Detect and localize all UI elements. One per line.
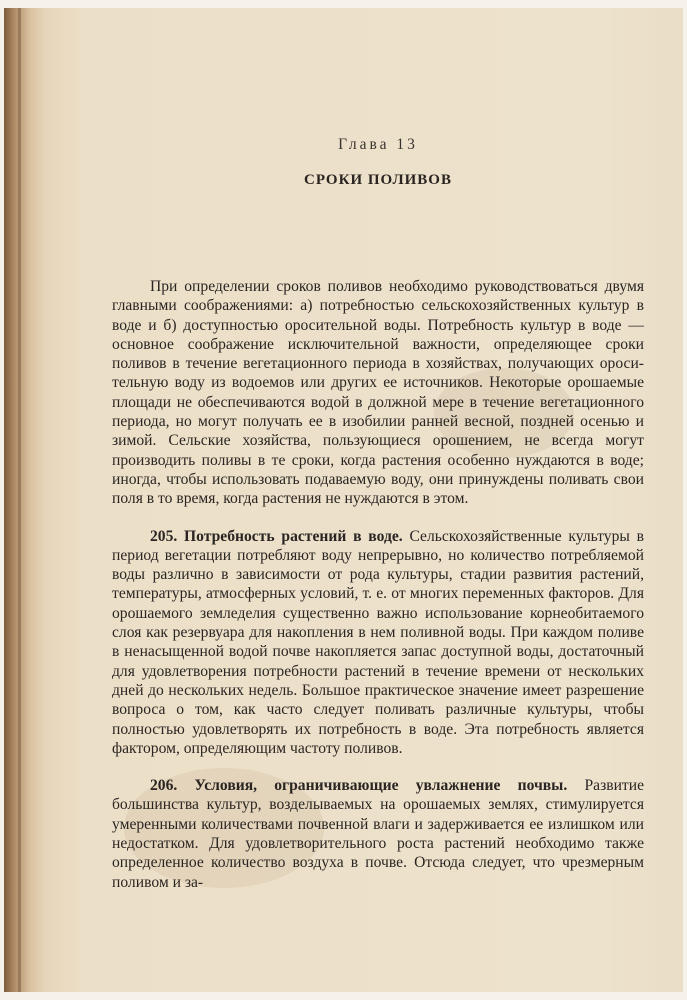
intro-paragraph (112, 277, 644, 509)
section-206-text: Развитие большинства культур, возделываемых на орошаемых землях, стимулируется умеренными количествами почвенной влаги и задерживается ее излишком или недостатком. Для удовлетворительного роста растений необходимо также определенное количество воздуха в почве. Отсюда следует, что чрезмерным поливом и за- (112, 777, 645, 891)
intro-text: При определении сроков поливов необходимо руководствоваться двумя главными соображениями: а) потребностью сельскохозяйственных культур в воде и б) доступностью оросительной воды. Потребность культур в воде — основное соображение исключительной важности, определяющее сроки поливов в течение вегетационного периода в хозяйствах, получающих оросительную воду из водоемов или других ее источников. Некоторые орошаемые площади не обеспечиваются водой в должной мере в течение вегетационного периода, но могут получать ее в изобилии ранней весной, поздней осенью и зимой. Сельские хозяйства, пользующиеся орошением, не всегда могут производить поливы в те сроки, когда растения особенно нуждаются в воде; иногда, чтобы использовать подаваемую воду, они принуждены поливать свои поля в то время, когда растения не нуждаются в этом. (112, 278, 644, 508)
section-205-heading: 205. Потребность растений в воде. (150, 527, 403, 545)
section-205 (112, 527, 644, 759)
chapter-label: Глава 13 (338, 136, 418, 153)
section-205-text: Сельскохозяйственные культуры в период вегетации потребляют воду непрерывно, но количество потребляемой воды различно в зависимости от рода культуры, стадии развития растений, температуры, атмосферных условий, т. е. от многих переменных факторов. Для орошаемого земледелия существенно важно использование корнеобитаемого слоя как резервуара для накопления в нем поливной воды. При каждом поливе в ненасыщенной водой почве накопляется запас доступной воды, достаточный для удовлетворения потребности растений в течение времени от нескольких дней до нескольких недель. Большое практическое значение имеет разрешение вопроса о том, как часто следует поливать различные культуры, чтобы полностью удовлетворять их потребность в воде. Эта потребность является фактором, определяющим частоту поливов. (112, 527, 644, 757)
book-page (4, 8, 683, 992)
chapter-title: СРОКИ ПОЛИВОВ (304, 172, 452, 188)
page-content (112, 136, 644, 892)
section-206 (112, 776, 644, 892)
section-206-heading: 206. Условия, ограничивающие увлажнение почвы. (150, 777, 568, 795)
